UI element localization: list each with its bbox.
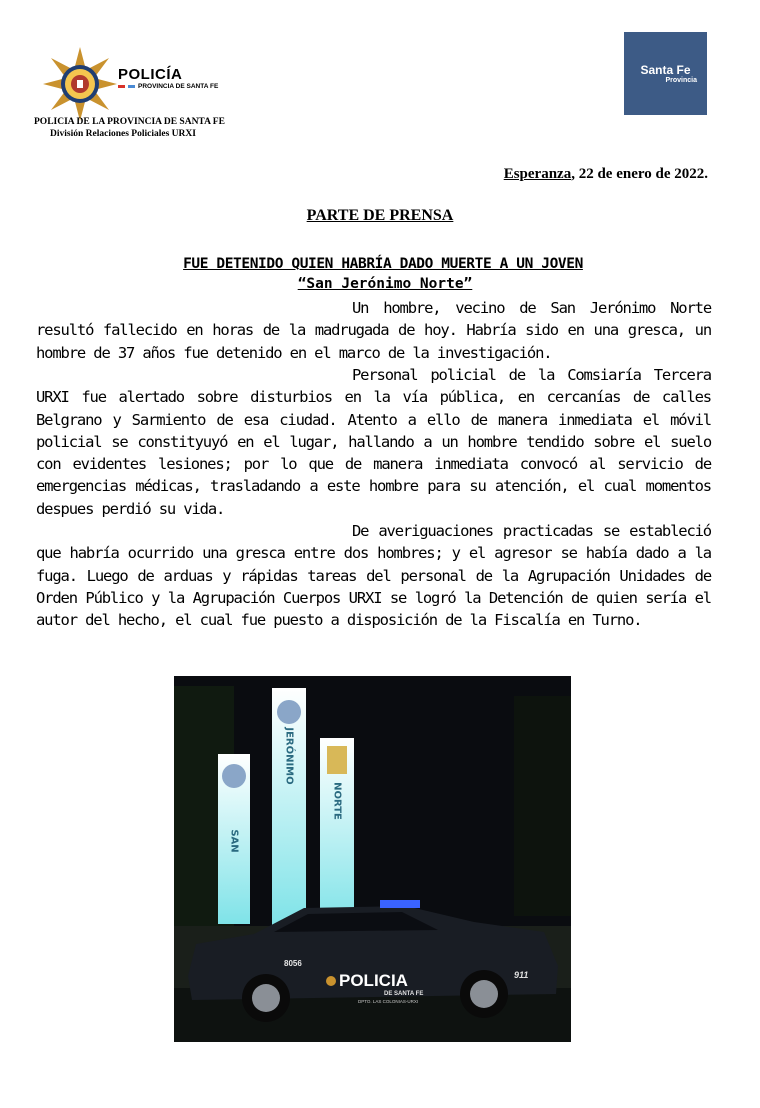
org-line-1: POLICIA DE LA PROVINCIA DE SANTA FE (34, 117, 225, 127)
santa-fe-name: Santa Fe (640, 63, 691, 77)
flag-red-mark (118, 85, 125, 88)
car-brand-sub: DE SANTA FE (384, 991, 424, 997)
paragraph-text: Un hombre, vecino de San Jerónimo Norte resultó fallecido en horas de la madrugada de hoy. Habría sido en una gresca, un hombre de 37 años fue detenido en el marco de la investigación. (36, 299, 711, 362)
dateline-place: Esperanza (503, 166, 572, 182)
car-emergency-number: 911 (514, 970, 529, 980)
santa-fe-sub: Provincia (665, 77, 697, 84)
dateline (504, 166, 708, 183)
paragraph-3 (36, 520, 711, 631)
car-star-icon (326, 976, 336, 986)
paragraph-2 (36, 364, 711, 520)
subheadline: “San Jerónimo Norte” (297, 276, 473, 292)
logo-word: POLICÍA (118, 66, 183, 83)
police-star-icon (42, 46, 118, 122)
logo-sub-text: PROVINCIA DE SANTA FE (138, 83, 219, 90)
car-number: 8056 (284, 959, 302, 968)
org-lines (34, 116, 225, 140)
org-line-2: División Relaciones Policiales URXI (50, 129, 196, 139)
santa-fe-logo (624, 32, 707, 115)
car-division: DPTO. LAS COLONIAS-URXI (358, 999, 419, 1004)
logo-subtitle (118, 83, 218, 90)
flag-blue-mark (128, 85, 135, 88)
paragraph-1 (36, 297, 711, 364)
paragraph-text: De averiguaciones practicadas se estableció que habría ocurrido una gresca entre dos hombres; y el agresor se había dado a la fuga. Luego de arduas y rápidas tareas del personal de la Agrupación Unidades de Orden Público y la Agrupación Cuerpos URXI se logró la Detención de quien sería el autor del hecho, el cual fue puesto a disposición de la Fiscalía en Turno. (36, 522, 711, 630)
paragraph-text: Personal policial de la Comsiaría Tercera URXI fue alertado sobre disturbios en la vía pública, en cercanías de calles Belgrano y Sarmiento de esa ciudad. Atento a ello de manera inmediata el móvil policial se constityuyó en el lugar, hallando a un hombre tendido sobre el suelo con evidentes lesiones; por lo que de manera inmediata convocó al servicio de emergencias médicas, trasladando a este hombre para su atención, el cual momentos despues perdió su vida. (36, 366, 711, 518)
pillar-center-text: JERÓNIMO (283, 727, 295, 785)
headline: FUE DETENIDO QUIEN HABRÍA DADO MUERTE A UN JOVEN (183, 256, 583, 272)
pillar-right-text: NORTE (331, 782, 343, 820)
document-title: PARTE DE PRENSA (306, 207, 454, 224)
dateline-date: , 22 de enero de 2022. (571, 166, 708, 182)
pillar-left-text: SAN (228, 829, 240, 853)
police-header (34, 44, 294, 140)
night-police-car-photo (174, 676, 571, 1042)
car-brand: POLICIA (339, 971, 408, 990)
